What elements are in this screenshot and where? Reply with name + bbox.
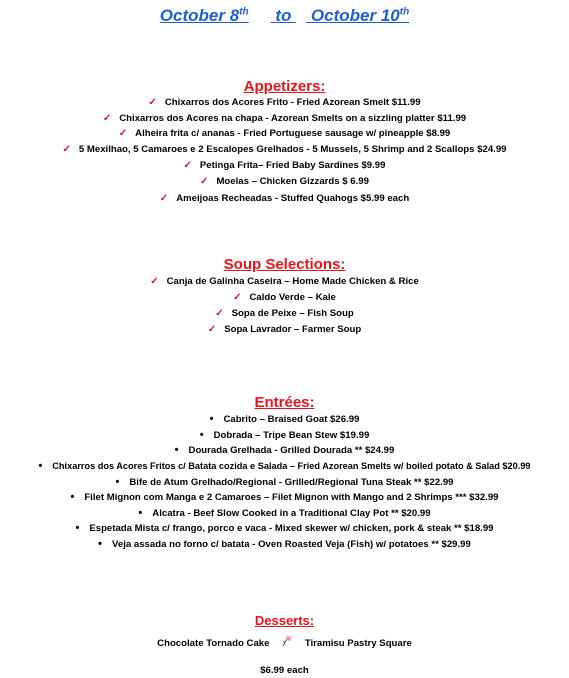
check-icon: ✓	[200, 176, 209, 187]
dessert-price: $6.99 each	[260, 665, 309, 676]
bullet-icon: •	[38, 460, 43, 472]
check-icon: ✓	[233, 292, 242, 303]
list-item: ✓ Ameijoas Recheadas - Stuffed Quahogs $5.99 each	[159, 193, 410, 204]
list-item: • Espetada Mista c/ frango, porco e vaca - Mixed skewer w/ chicken, pork & steak ** $18.99	[75, 522, 494, 534]
dessert-items	[0, 637, 569, 651]
check-icon: ✓	[148, 97, 157, 108]
title-to-day: 10	[380, 6, 400, 25]
list-item: • Cabrito – Braised Goat $26.99	[209, 413, 360, 425]
bullet-icon: •	[174, 444, 179, 456]
list-item: • Bife de Atum Grelhado/Regional - Grilled/Regional Tuna Steak ** $22.99	[115, 476, 454, 488]
list-item: • Chixarros dos Acores Fritos c/ Batata cozida e Salada – Fried Azorean Smelts w/ boiled potato & Salad $20.99	[38, 460, 531, 472]
list-item: ✓ Caldo Verde – Kale	[233, 292, 336, 303]
list-item: ✓ Moelas – Chicken Gizzards $ 6.99	[200, 176, 369, 187]
check-icon: ✓	[183, 160, 192, 171]
bullet-icon: •	[209, 413, 214, 425]
title-from-suffix: th	[239, 6, 249, 18]
dessert-item-2: Tiramisu Pastry Square	[304, 638, 412, 649]
dessert-item-1: Chocolate Tornado Cake	[157, 638, 270, 649]
entrees-heading: Entrées:	[254, 394, 315, 411]
title-connector: to	[275, 6, 292, 25]
list-item: ✓ Chixarros dos Acores na chapa - Azorean Smelts on a sizzling platter $11.99	[102, 113, 467, 124]
list-item: • Filet Mignon com Manga e 2 Camaroes – Filet Mignon with Mango and 2 Shrimps *** $32.99	[70, 491, 499, 503]
title-to-month: October	[310, 6, 377, 25]
appetizers-heading: Appetizers:	[243, 78, 326, 95]
check-icon: ✓	[215, 308, 224, 319]
check-icon: ✓	[62, 144, 71, 155]
bullet-icon: •	[98, 538, 103, 550]
check-icon: ✓	[102, 113, 112, 124]
list-item: ✓ Chixarros dos Acores Frito - Fried Azorean Smelt $11.99	[148, 97, 421, 108]
list-item: ✓ Alheira frita c/ ananas - Fried Portuguese sausage w/ pineapple $8.99	[118, 128, 451, 139]
desserts-heading: Desserts:	[254, 613, 315, 628]
list-item: ✓ 5 Mexilhao, 5 Camaroes e 2 Escalopes Grelhados - 5 Mussels, 5 Shrimp and 2 Scallops $24.99	[62, 144, 507, 155]
bullet-icon: •	[115, 476, 120, 488]
soups-heading: Soup Selections:	[223, 256, 346, 273]
title-to-suffix: th	[399, 6, 410, 18]
bullet-icon: •	[70, 491, 75, 503]
bullet-icon: •	[75, 522, 80, 534]
title-from-month: October	[159, 6, 225, 25]
check-icon: ✓	[150, 276, 159, 287]
list-item: ✓ Sopa Lavrador – Farmer Soup	[207, 324, 362, 335]
list-item: ✓ Canja de Galinha Caseira – Home Made Chicken & Rice	[150, 276, 419, 287]
list-item: • Alcatra - Beef Slow Cooked in a Traditional Clay Pot ** $20.99	[138, 507, 431, 519]
list-item: • Dobrada – Tripe Bean Stew $19.99	[199, 429, 370, 441]
check-icon: ✓	[159, 193, 169, 204]
flower-icon	[280, 635, 294, 647]
bullet-icon: •	[199, 429, 204, 441]
list-item: ✓ Sopa de Peixe – Fish Soup	[215, 308, 354, 319]
title-from-day: 8	[229, 6, 240, 25]
check-icon: ✓	[118, 128, 128, 139]
list-item: • Veja assada no forno c/ batata - Oven Roasted Veja (Fish) w/ potatoes ** $29.99	[98, 538, 471, 550]
bullet-icon: •	[138, 507, 143, 519]
check-icon: ✓	[207, 324, 217, 335]
list-item: ✓ Petinga Frita– Fried Baby Sardines $9.99	[183, 160, 386, 171]
list-item: • Dourada Grelhada - Grilled Dourada ** $24.99	[174, 444, 395, 456]
menu-title	[0, 6, 569, 26]
